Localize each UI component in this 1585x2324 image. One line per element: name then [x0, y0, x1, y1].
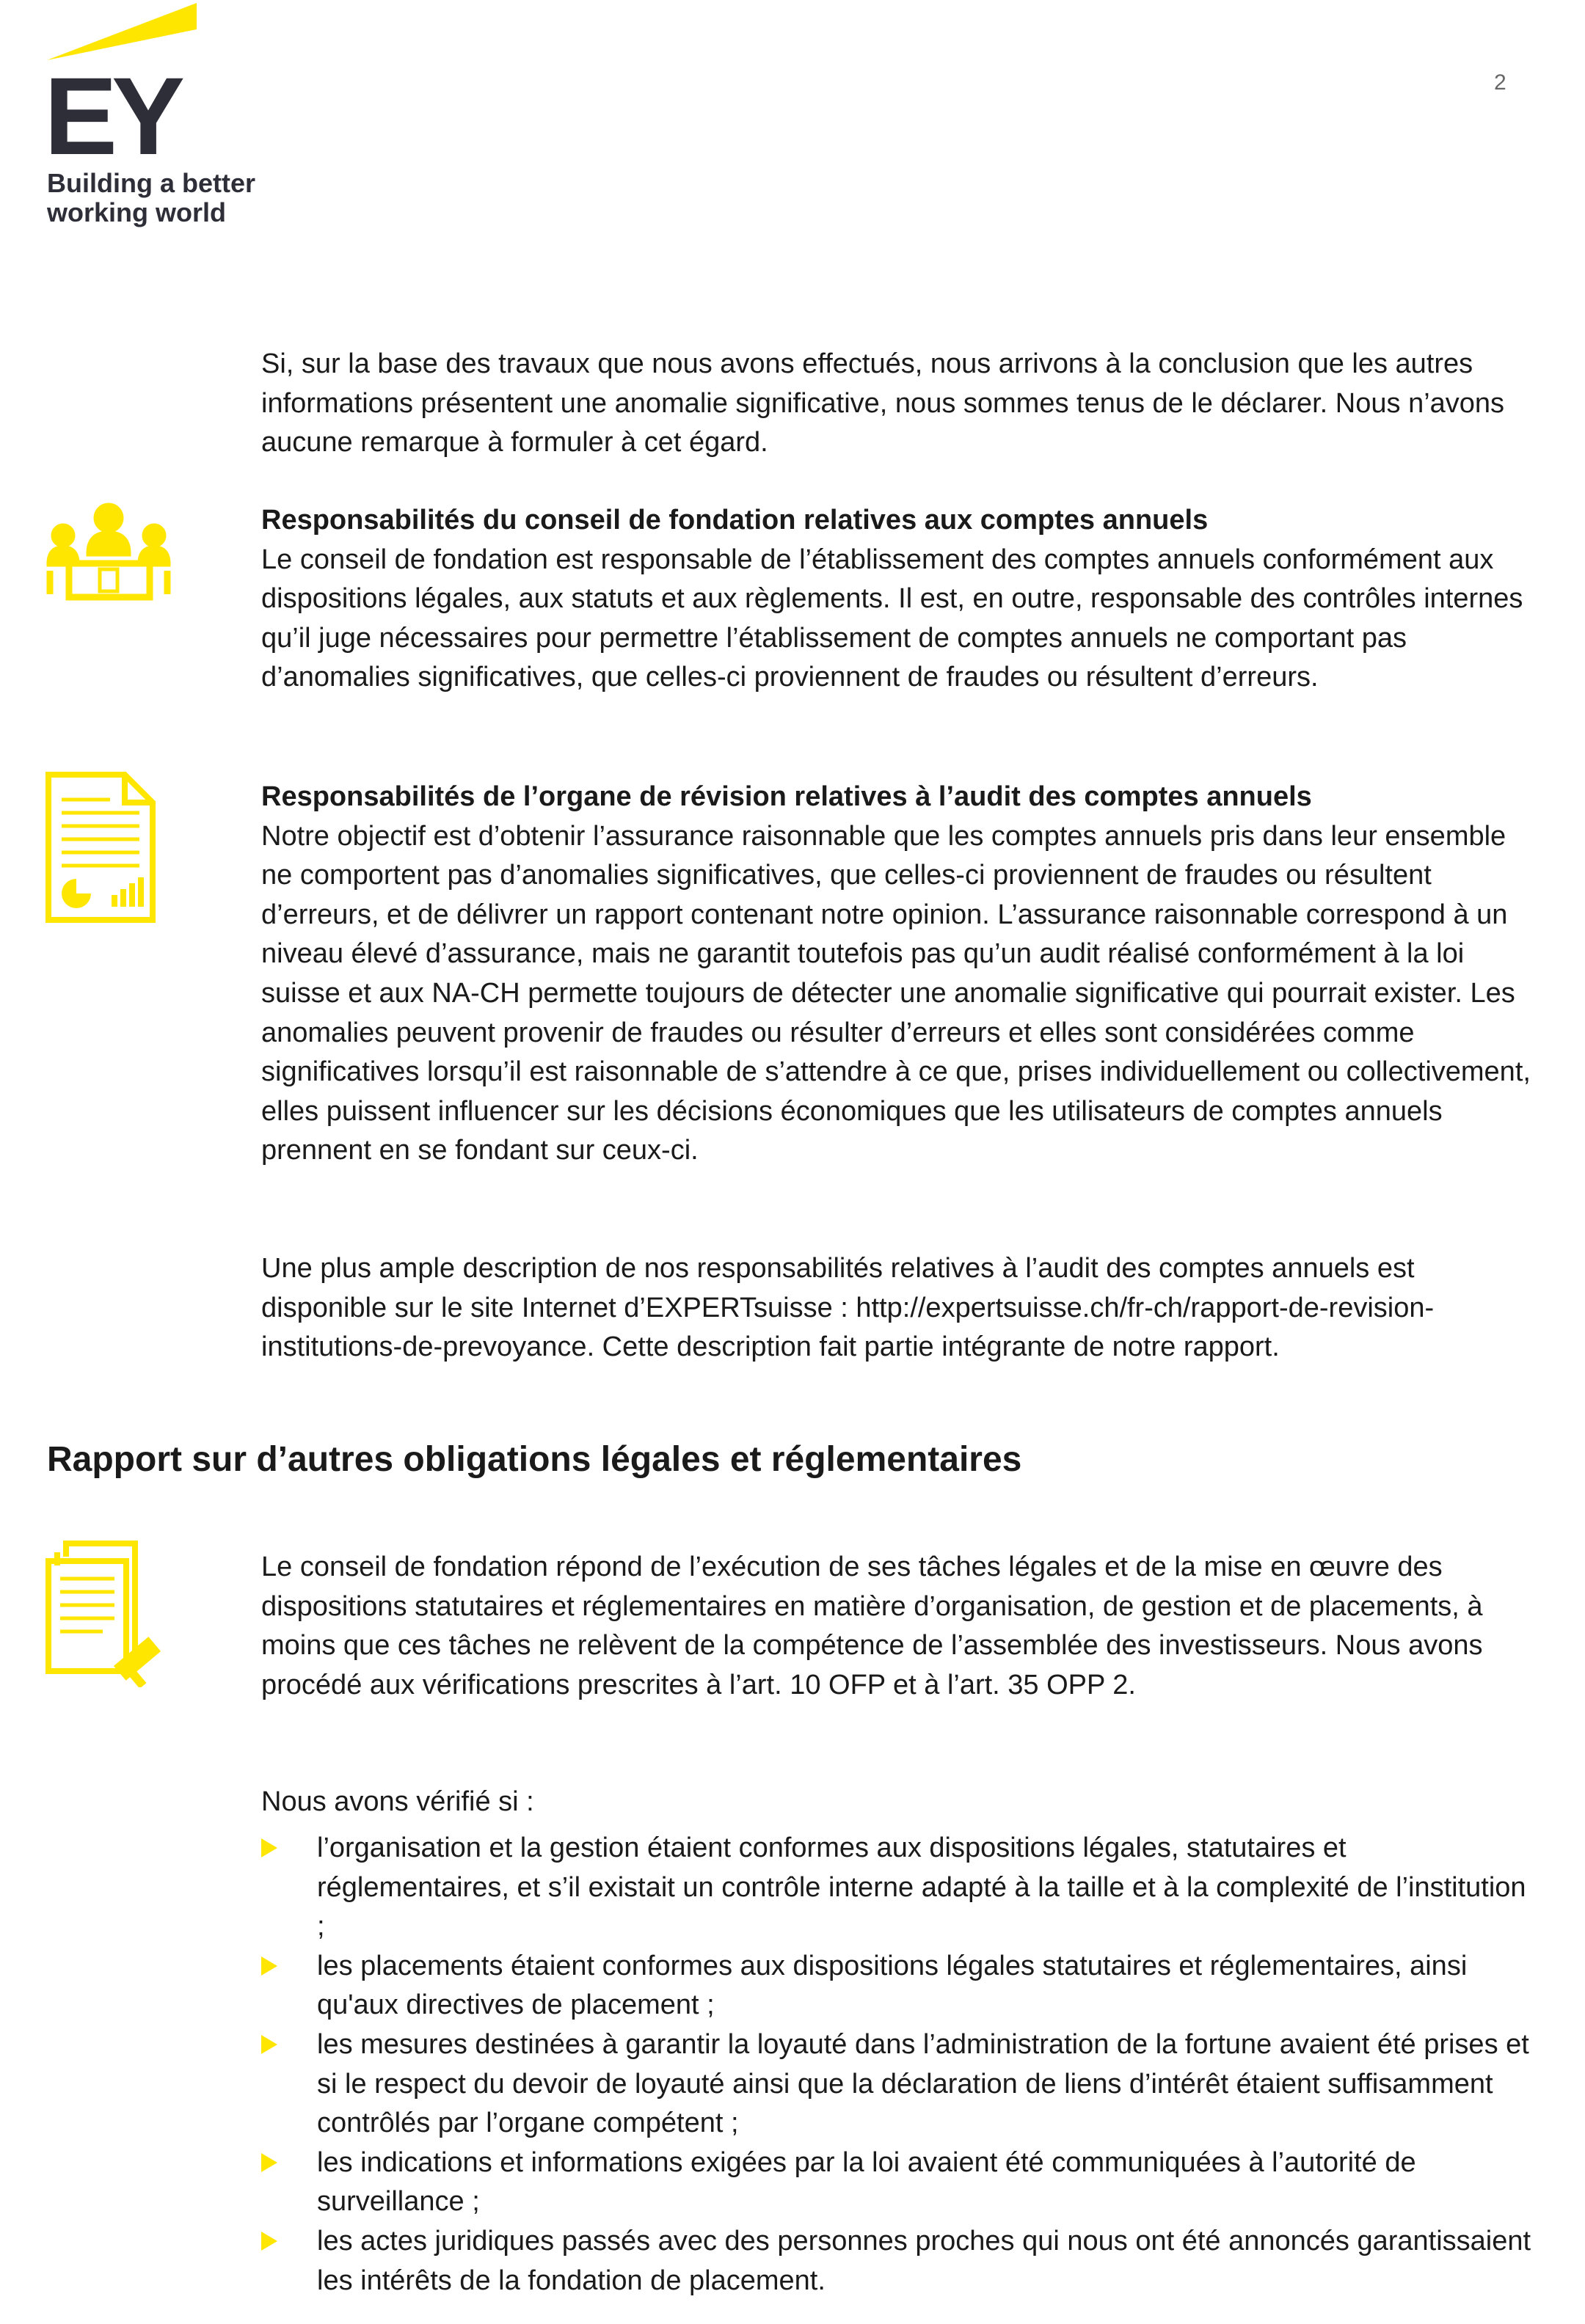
- bullet-triangle-icon: [261, 2153, 277, 2172]
- board-section-title: Responsabilités du conseil de fondation relatives aux comptes annuels: [261, 505, 1209, 536]
- legal-documents-gavel-icon: [44, 1541, 169, 1687]
- intro-paragraph: Si, sur la base des travaux que nous avons effectués, nous arrivons à la conclusion que les autres informations présentent une anomalie significative, nous sommes tenus de le déclarer. Nous n’avons aucune remarque à formuler à cet égard.: [261, 348, 1505, 458]
- page-number: 2: [1494, 70, 1506, 95]
- board-section-text: Le conseil de fondation est responsable de l’établissement des comptes annuels conformément aux dispositions légales, aux statuts et aux règlements. Il est, en outre, responsable des contrôles internes qu’il juge nécessaires pour permettre l’établissement de comptes annuels ne comportant pas d’anomalies significatives, que celles-ci proviennent de fraudes ou résultent d’erreurs.: [261, 544, 1523, 693]
- bullet-triangle-icon: [261, 1956, 277, 1976]
- ey-logo: [44, 0, 249, 169]
- board-section: [261, 501, 1538, 698]
- list-item-text: les actes juridiques passés avec des personnes proches qui nous ont été annoncés garantissaient les intérêts de la fondation de placement.: [317, 2225, 1531, 2296]
- legal-obligations-heading: Rapport sur d’autres obligations légales et réglementaires: [47, 1440, 1022, 1479]
- list-item-text: les indications et informations exigées par la loi avaient été communiquées à l’autorité de surveillance ;: [317, 2146, 1416, 2218]
- bullet-triangle-icon: [261, 2232, 277, 2251]
- list-item-text: les mesures destinées à garantir la loyauté dans l’administration de la fortune avaient été prises et si le respect du devoir de loyauté ainsi que la déclaration de liens d’intérêt étaient suffisamment contrôlés par l’organe compétent ;: [317, 2028, 1529, 2139]
- bullet-triangle-icon: [261, 1838, 277, 1857]
- checks-list: [261, 1829, 1538, 2301]
- list-item-text: l’organisation et la gestion étaient conformes aux dispositions légales, statutaires et réglementaires, et s’il existait un contrôle interne adapté à la taille et à la complexité de l’institution ;: [317, 1832, 1526, 1943]
- audit-section-text: Notre objectif est d’obtenir l’assurance raisonnable que les comptes annuels pris dans leur ensemble ne comportent pas d’anomalies significatives, que celles-ci proviennent de fraudes ou résultent d’erreurs, et de délivrer un rapport contenant notre opinion. L’assurance raisonnable correspond à un niveau élevé d’assurance, mais ne garantit toutefois pas qu’un audit réalisé conformément à la loi suisse et aux NA-CH permette toujours de détecter une anomalie significative qui pourrait exister. Les anomalies peuvent provenir de fraudes ou résulter d’erreurs et elles sont considérées comme significatives lorsqu’il est raisonnable de s’attendre à ce que, prises individuellement ou collectivement, elles puissent influencer sur les décisions économiques que les utilisateurs de comptes annuels prennent en se fondant sur ceux-ci.: [261, 820, 1531, 1166]
- bullet-triangle-icon: [261, 2035, 277, 2054]
- checks-intro: Nous avons vérifié si :: [261, 1786, 534, 1817]
- list-item: [261, 1829, 1538, 1947]
- logo-tagline-line1: Building a better: [47, 168, 256, 198]
- list-item-text: les placements étaient conformes aux dispositions légales statutaires et réglementaires, ainsi qu'aux directives de placement ;: [317, 1950, 1468, 2021]
- board-meeting-icon: [44, 492, 176, 624]
- logo-tagline-line2: working world: [47, 197, 227, 227]
- audit-section-title: Responsabilités de l’organe de révision relatives à l’audit des comptes annuels: [261, 781, 1312, 812]
- list-item: [261, 2222, 1538, 2301]
- audit-section-text2: Une plus ample description de nos responsabilités relatives à l’audit des comptes annuels est disponible sur le site Internet d’EXPERTsuisse : http://expertsuisse.ch/fr-ch/rapport-de-revision-institutions-de-prevoyance. Cette description fait partie intégrante de notre rapport.: [261, 1253, 1435, 1363]
- list-item: [261, 2025, 1538, 2144]
- audit-section: [261, 778, 1538, 1171]
- report-document-icon: [44, 770, 161, 924]
- legal-section-text: Le conseil de fondation répond de l’exécution de ses tâches légales et de la mise en œuvre des dispositions statutaires et réglementaires en matière d’organisation, de gestion et de placements, à moins que ces tâches ne relèvent de la compétence de l’assemblée des investisseurs. Nous avons procédé aux vérifications prescrites à l’art. 10 OFP et à l’art. 35 OPP 2.: [261, 1552, 1483, 1700]
- logo-tagline: [47, 169, 282, 227]
- list-item: [261, 2144, 1538, 2222]
- logo-mark: EY: [44, 54, 180, 169]
- list-item: [261, 1947, 1538, 2025]
